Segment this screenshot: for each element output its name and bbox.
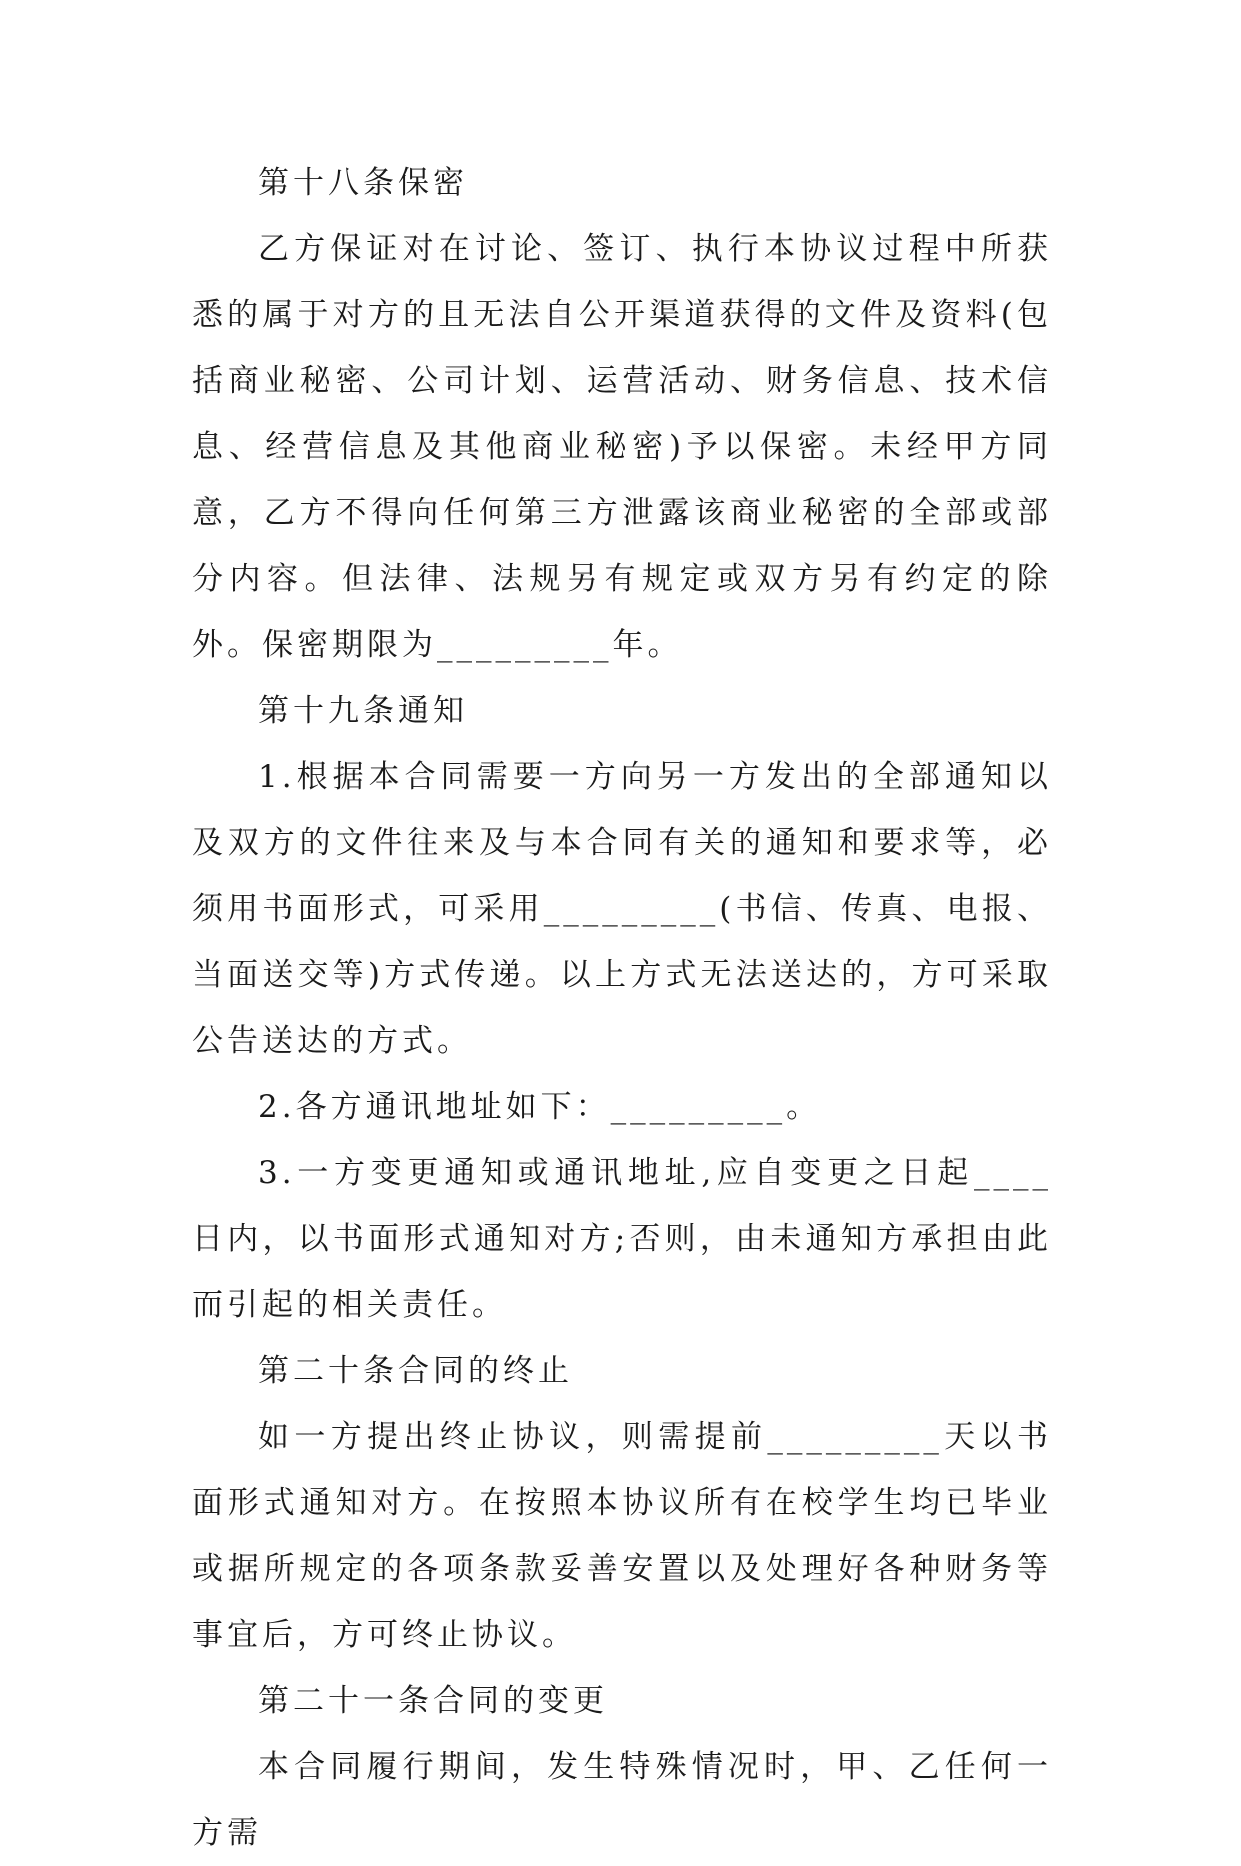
document-page <box>192 150 1052 1866</box>
section-heading-amendment: 第二十一条合同的变更 <box>258 1683 608 1719</box>
notice-paragraph-1: 1.根据本合同需要一方向另一方发出的全部通知以及双方的文件往来及与本合同有关的通知和要求等，必须用书面形式，可采用_________(书信、传真、电报、当面送交等)方式传递。以上方式无法送达的，方可采取公告送达的方式。 <box>192 759 1052 1059</box>
termination-paragraph: 如一方提出终止协议，则需提前_________天以书面形式通知对方。在按照本协议所有在校学生均已毕业或据所规定的各项条款妥善安置以及处理好各种财务等事宜后，方可终止协议。 <box>192 1419 1052 1653</box>
section-heading-confidentiality: 第十八条保密 <box>258 165 468 201</box>
section-heading-termination: 第二十条合同的终止 <box>258 1353 573 1389</box>
notice-paragraph-3: 3.一方变更通知或通讯地址,应自变更之日起____日内，以书面形式通知对方;否则，由未通知方承担由此而引起的相关责任。 <box>192 1155 1052 1323</box>
section-heading-notice: 第十九条通知 <box>258 693 468 729</box>
confidentiality-paragraph: 乙方保证对在讨论、签订、执行本协议过程中所获悉的属于对方的且无法自公开渠道获得的文件及资料(包括商业秘密、公司计划、运营活动、财务信息、技术信息、经营信息及其他商业秘密)予以保密。未经甲方同意，乙方不得向任何第三方泄露该商业秘密的全部或部分内容。但法律、法规另有规定或双方另有约定的除外。保密期限为_________年。 <box>192 231 1052 663</box>
amendment-paragraph: 本合同履行期间，发生特殊情况时，甲、乙任何一方需 <box>192 1749 1052 1851</box>
notice-paragraph-2: 2.各方通讯地址如下：_________。 <box>258 1089 822 1125</box>
